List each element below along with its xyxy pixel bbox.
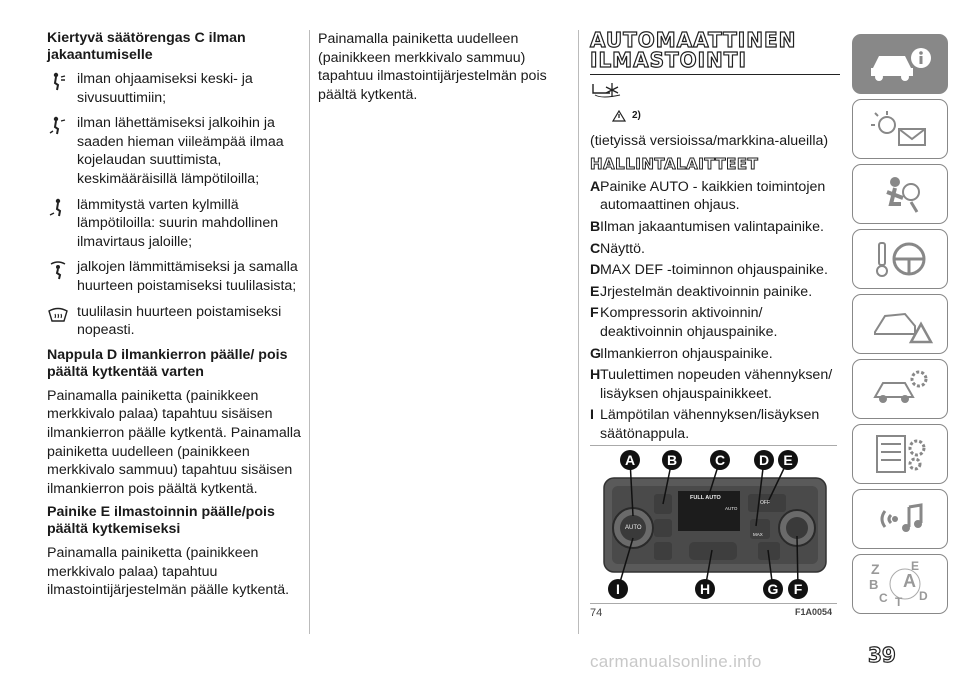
- mode-feet-defrost: [47, 258, 302, 295]
- index-letter: E: [911, 559, 920, 573]
- legend-item: [590, 366, 840, 403]
- column-divider-2: [578, 30, 579, 634]
- heading-aircon: Painike E ilmastoinnin päälle/pois päältä kytkemiseksi: [47, 504, 275, 538]
- mode-feet: [47, 196, 302, 252]
- face-feet-vent-icon: [47, 114, 77, 136]
- heading-air-distribution: Kiertyvä säätörengas C ilman jakaantumiselle: [47, 30, 246, 63]
- legend-item: [590, 345, 840, 364]
- column-left: [47, 30, 302, 605]
- index-letter: B: [869, 577, 879, 592]
- callout-a: A: [624, 452, 636, 468]
- legend-text: Ilman jakaantumisen valintapainike.: [600, 218, 824, 235]
- airbag-safety-icon: [865, 172, 935, 216]
- breakdown-triangle-icon: [865, 302, 935, 346]
- windscreen-defrost-icon: [47, 303, 77, 325]
- index-letter: A: [903, 571, 916, 591]
- column-divider-1: [309, 30, 310, 634]
- index-letter: C: [879, 591, 888, 605]
- legend-text: Tuulettimen nopeuden vähennyksen/ lisäyksen ohjauspainikkeet.: [600, 367, 833, 402]
- legend-item: [590, 283, 840, 302]
- legend-letter: F: [590, 305, 599, 322]
- legend-text: Lämpötilan vähennyksen/lisäyksen säätönappula.: [600, 407, 820, 442]
- legend-letter: H: [590, 367, 601, 384]
- warning-ref-text: 2): [632, 110, 641, 121]
- mode-feet-text: lämmitystä varten kylmillä lämpötiloilla: suurin mahdollinen ilmavirtaus jaloille;: [77, 196, 279, 250]
- heading-recirculation: Nappula D ilmankierron päälle/ pois päältä kytkentää varten: [47, 346, 288, 380]
- tab-safety[interactable]: [852, 164, 948, 224]
- tab-index[interactable]: [852, 554, 948, 614]
- controls-subtitle: HALLINTALAITTEET: [590, 155, 759, 174]
- dashboard-lights-icon: [865, 107, 935, 151]
- panel-label-auto: AUTO: [625, 525, 642, 531]
- mode-feet-defrost-text: jalkojen lämmittämiseksi ja samalla huurteen poistamiseksi tuulilasista;: [77, 259, 298, 294]
- legend-letter: G: [590, 345, 602, 362]
- page-number: 39: [868, 643, 896, 667]
- tab-multimedia[interactable]: [852, 489, 948, 549]
- multimedia-icon: [865, 497, 935, 541]
- warning-reference: [612, 107, 840, 126]
- mode-face-feet-text: ilman lähettämiseksi jalkoihin ja saaden hieman viileämpää ilmaa kojelaudan suuttimista, keskimääräisillä lämpötiloilla;: [77, 115, 284, 187]
- watermark: carmanualsonline.info: [590, 652, 762, 671]
- tab-starting-driving[interactable]: [852, 229, 948, 289]
- legend-letter: E: [590, 283, 600, 300]
- panel-label-full-auto: FULL AUTO: [690, 495, 721, 501]
- callout-f: F: [793, 581, 803, 597]
- callout-b: B: [666, 452, 678, 468]
- car-info-icon: [865, 44, 935, 84]
- panel-label-auto-small: AUTO: [725, 506, 738, 511]
- legend-item: [590, 406, 840, 443]
- legend-text: Ilmankierron ohjauspainike.: [600, 345, 773, 362]
- legend-letter: C: [590, 240, 601, 257]
- panel-label-max: MAX: [753, 532, 763, 537]
- legend-text: MAX DEF -toiminnon ohjauspainike.: [600, 262, 828, 279]
- para-aircon-off: Painamalla painiketta uudelleen (painikkeen merkkivalo sammuu) tapahtuu ilmastointijärjestelmän pois päältä kytkentä.: [318, 31, 547, 103]
- steering-key-icon: [865, 237, 935, 281]
- mode-defrost: [47, 303, 302, 340]
- mode-face: [47, 70, 302, 107]
- callout-e: E: [783, 452, 793, 468]
- legend-letter: A: [590, 178, 601, 195]
- column-right: [590, 30, 840, 447]
- section-title: AUTOMAATTINEN ILMASTOINTI: [590, 30, 840, 75]
- snowflake-manual-icon: [590, 81, 840, 103]
- callout-d: D: [758, 452, 770, 468]
- legend-text: Näyttö.: [600, 240, 645, 257]
- tab-maintenance[interactable]: [852, 359, 948, 419]
- feet-defrost-icon: [47, 258, 77, 280]
- warning-triangle-icon: [612, 110, 626, 122]
- specs-list-icon: [865, 432, 935, 476]
- tab-technical-data[interactable]: [852, 424, 948, 484]
- callout-g: G: [767, 581, 779, 597]
- legend-item: [590, 178, 840, 215]
- legend-item: [590, 261, 840, 280]
- callout-c: C: [714, 452, 726, 468]
- callout-h: H: [699, 581, 711, 597]
- legend-item: [590, 218, 840, 237]
- legend-item: [590, 304, 840, 341]
- chapter-tabs: [852, 34, 948, 619]
- panel-label-off: OFF: [760, 500, 770, 506]
- legend-item: [590, 240, 840, 259]
- index-letter: D: [919, 589, 928, 603]
- face-vent-icon: [47, 70, 77, 92]
- mode-face-text: ilman ohjaamiseksi keski- ja sivusuuttimiin;: [77, 71, 253, 106]
- para-recirculation: Painamalla painiketta (painikkeen merkkivalo palaa) tapahtuu sisäisen ilmankierron päälle kytkentä. Painamalla painiketta uudelleen (painikkeen merkkivalo sammuu) tapahtuu sisäisen ilmankierron pois päältä kytkentä.: [47, 387, 301, 497]
- legend-text: Painike AUTO - kaikkien toimintojen automaattinen ohjaus.: [600, 178, 826, 214]
- figure-code: F1A0054: [795, 607, 833, 617]
- legend-letter: B: [590, 218, 601, 235]
- tab-car-info[interactable]: [852, 34, 948, 94]
- availability-note: (tietyissä versioissa/markkina-alueilla): [590, 132, 829, 149]
- tab-emergency[interactable]: [852, 294, 948, 354]
- figure-page-ref: 74: [590, 607, 603, 619]
- tab-dashboard[interactable]: [852, 99, 948, 159]
- climate-panel-figure: [590, 445, 837, 604]
- legend-text: Jrjestelmän deaktivoinnin painike.: [600, 283, 813, 300]
- column-middle: [318, 30, 558, 109]
- legend-text: Kompressorin aktivoinnin/ deaktivoinnin ohjauspainike.: [600, 305, 778, 340]
- index-letter: Z: [871, 561, 880, 577]
- mode-face-feet: [47, 114, 302, 188]
- legend-letter: D: [590, 262, 601, 279]
- legend-letter: I: [590, 407, 594, 424]
- mode-defrost-text: tuulilasin huurteen poistamiseksi nopeasti.: [77, 303, 282, 339]
- maintenance-icon: [865, 367, 935, 411]
- para-aircon: Painamalla painiketta (painikkeen merkkivalo palaa) tapahtuu ilmastointijärjestelmän päälle kytkentä.: [47, 545, 290, 599]
- feet-vent-icon: [47, 196, 77, 218]
- index-letter: T: [895, 595, 903, 609]
- callout-i: I: [616, 581, 620, 597]
